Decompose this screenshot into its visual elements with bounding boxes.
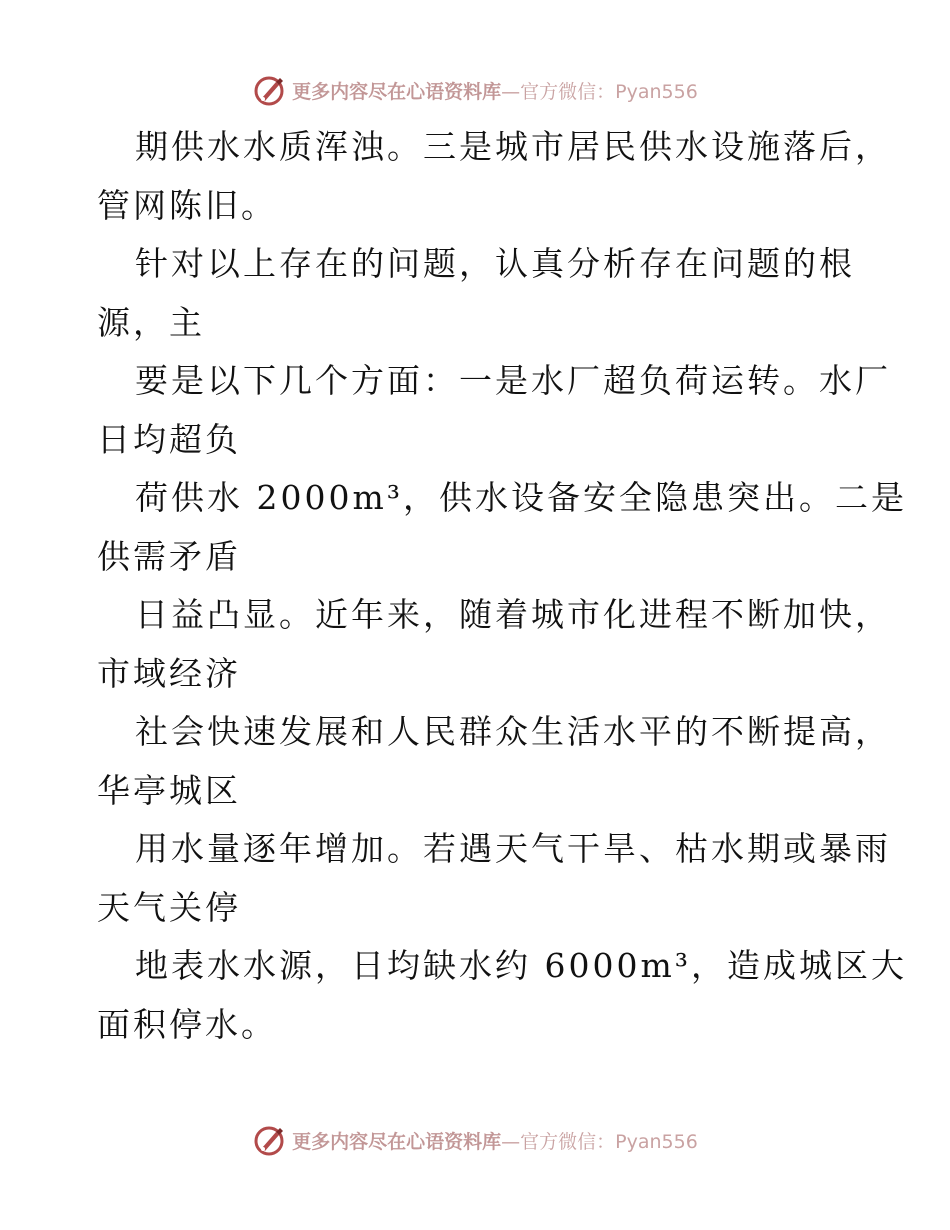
paragraph-line: 天气关停 [97,887,241,927]
paragraph-line: 面积停水。 [97,1004,277,1044]
paragraph-line: 荷供水 2000m³，供水设备安全隐患突出。二是 [135,478,907,517]
paragraph-line: 期供水水质浑浊。三是城市居民供水设施落后， [135,127,891,166]
paragraph-line: 源，主 [97,302,205,342]
paragraph-line: 管网陈旧。 [97,185,277,225]
header-watermark-banner [0,70,950,110]
header-watermark-text: 更多内容尽在心语资料库—官方微信：Pyan556 [292,80,698,103]
pen-circle-logo-icon [252,1123,286,1157]
paragraph-line: 日均超负 [97,419,241,459]
paragraph-line: 华亭城区 [97,770,241,810]
paragraph-line: 供需矛盾 [97,536,241,576]
paragraph-line: 市域经济 [97,653,241,693]
paragraph-line: 日益凸显。近年来，随着城市化进程不断加快， [135,595,891,634]
paragraph-line: 社会快速发展和人民群众生活水平的不断提高， [135,712,891,751]
document-body [97,118,907,1054]
paragraph-line: 要是以下几个方面：一是水厂超负荷运转。水厂 [135,361,891,400]
paragraph-line: 用水量逐年增加。若遇天气干旱、枯水期或暴雨 [135,829,891,868]
pen-circle-logo-icon [252,73,286,107]
paragraph-line: 针对以上存在的问题，认真分析存在问题的根 [135,244,855,283]
footer-watermark-text: 更多内容尽在心语资料库—官方微信：Pyan556 [292,1130,698,1153]
paragraph-line: 地表水水源，日均缺水约 6000m³，造成城区大 [135,946,907,985]
footer-watermark-banner [0,1120,950,1160]
